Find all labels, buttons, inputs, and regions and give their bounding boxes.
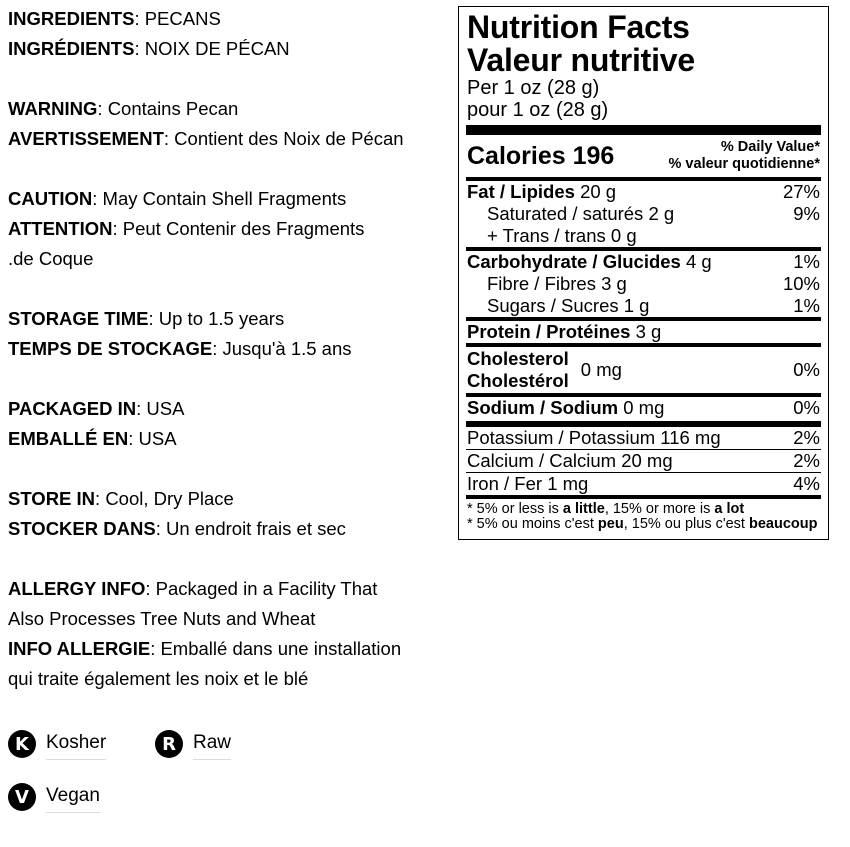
carbohydrate-label: Carbohydrate / Glucides: [467, 251, 681, 272]
info-line: [8, 4, 458, 34]
info-label: INFO ALLERGIE: [8, 638, 151, 659]
potassium-dv: 2%: [793, 427, 820, 448]
serving-size-fr: pour 1 oz (28 g): [467, 99, 609, 121]
info-label: PACKAGED IN: [8, 398, 137, 419]
cholesterol-amount: 0 mg: [580, 359, 622, 380]
carbohydrate-dv: 1%: [793, 251, 820, 272]
fat-amount: 20 g: [574, 181, 617, 202]
iron-row: [467, 473, 820, 495]
badge-label: Kosher: [46, 728, 106, 760]
nutrition-title-fr: Valeur nutritive: [467, 42, 695, 78]
spacer: [8, 64, 458, 94]
trans-label: + Trans / trans 0 g: [487, 225, 637, 246]
daily-value-header: [669, 139, 820, 173]
fibre-dv: 10%: [782, 273, 820, 294]
info-text: .de Coque: [8, 248, 94, 269]
spacer: [8, 544, 458, 574]
info-label: WARNING: [8, 98, 98, 119]
info-text: : NOIX DE PÉCAN: [134, 38, 290, 59]
saturated-row: [467, 203, 820, 225]
sodium-dv: 0%: [793, 397, 820, 418]
spacer: [8, 454, 458, 484]
fat-label: Fat / Lipides: [467, 181, 575, 202]
sugars-dv: 1%: [793, 295, 820, 316]
footnote: [467, 499, 820, 532]
info-line: [8, 604, 458, 634]
badge-label: Vegan: [46, 781, 100, 813]
info-line: [8, 304, 458, 334]
info-line: [8, 94, 458, 124]
info-text: : Peut Contenir des Fragments: [112, 218, 365, 239]
info-line: [8, 664, 458, 694]
info-line: [8, 34, 458, 64]
info-label: INGRÉDIENTS: [8, 38, 135, 59]
sodium-amount: 0 mg: [618, 397, 665, 418]
sugars-row: [467, 295, 820, 317]
info-line: [8, 124, 458, 154]
trans-row: [467, 225, 820, 247]
info-text: : Cool, Dry Place: [95, 488, 234, 509]
footnote-en: * 5% or less is a little, 15% or more is a lot: [467, 501, 745, 517]
sodium-row: [467, 397, 820, 419]
protein-row: [467, 321, 820, 343]
info-label: AVERTISSEMENT: [8, 128, 164, 149]
info-text: : Contains Pecan: [97, 98, 239, 119]
vegan-icon: V: [8, 783, 36, 811]
calories-row: [467, 135, 820, 177]
badge-group: [8, 728, 308, 828]
info-text: : PECANS: [134, 8, 221, 29]
sugars-label: Sugars / Sucres 1 g: [487, 295, 650, 316]
calcium-dv: 2%: [793, 450, 820, 471]
badge-kosher: [8, 728, 106, 760]
serving-size-en: Per 1 oz (28 g): [467, 77, 600, 99]
cholesterol-label-fr: Cholestérol: [467, 370, 569, 391]
nutrition-facts-table: [458, 6, 829, 540]
info-text: : Un endroit frais et sec: [155, 518, 346, 539]
info-line: [8, 244, 458, 274]
info-text: : USA: [136, 398, 185, 419]
info-line: [8, 214, 458, 244]
info-label: STOCKER DANS: [8, 518, 156, 539]
info-line: [8, 514, 458, 544]
info-text: : Contient des Noix de Pécan: [163, 128, 404, 149]
raw-icon: R: [155, 730, 183, 758]
info-text: : Packaged in a Facility That: [145, 578, 378, 599]
fibre-row: [467, 273, 820, 295]
carbohydrate-amount: 4 g: [680, 251, 712, 272]
cholesterol-dv: 0%: [793, 359, 820, 380]
daily-value-en: % Daily Value*: [720, 139, 820, 155]
iron-label: Iron / Fer 1 mg: [467, 473, 589, 494]
spacer: [8, 364, 458, 394]
info-text: Also Processes Tree Nuts and Wheat: [8, 608, 316, 629]
badge-vegan: [8, 781, 100, 813]
info-line: [8, 334, 458, 364]
calories-label: Calories 196: [467, 141, 615, 170]
info-label: STORE IN: [8, 488, 96, 509]
cholesterol-label-en: Cholesterol: [467, 348, 569, 369]
potassium-label: Potassium / Potassium 116 mg: [467, 427, 721, 448]
info-line: [8, 484, 458, 514]
info-text: qui traite également les noix et le blé: [8, 668, 309, 689]
info-text: : Up to 1.5 years: [148, 308, 285, 329]
fibre-label: Fibre / Fibres 3 g: [487, 273, 627, 294]
spacer: [8, 274, 458, 304]
kosher-icon: K: [8, 730, 36, 758]
footnote-fr: * 5% ou moins c'est peu, 15% ou plus c'est beaucoup: [467, 516, 818, 532]
info-text: : Emballé dans une installation: [150, 638, 402, 659]
fat-row: [467, 181, 820, 203]
daily-value-fr: % valeur quotidienne*: [668, 156, 820, 172]
sodium-label: Sodium / Sodium: [467, 397, 619, 418]
saturated-dv: 9%: [793, 203, 820, 224]
info-line: [8, 424, 458, 454]
cholesterol-row: [467, 347, 820, 393]
calcium-row: [467, 450, 820, 472]
potassium-row: [467, 427, 820, 449]
info-text: : Jusqu'à 1.5 ans: [212, 338, 352, 359]
info-label: INGREDIENTS: [8, 8, 135, 29]
info-label: ATTENTION: [8, 218, 113, 239]
badge-label: Raw: [193, 728, 231, 760]
info-line: [8, 574, 458, 604]
info-text: : May Contain Shell Fragments: [92, 188, 347, 209]
calcium-label: Calcium / Calcium 20 mg: [467, 450, 673, 471]
fat-dv: 27%: [782, 181, 820, 202]
info-label: CAUTION: [8, 188, 93, 209]
info-label: TEMPS DE STOCKAGE: [8, 338, 213, 359]
badge-raw: [155, 728, 231, 760]
info-line: [8, 634, 458, 664]
info-label: ALLERGY INFO: [8, 578, 146, 599]
divider-thick: [466, 125, 821, 135]
info-line: [8, 394, 458, 424]
iron-dv: 4%: [793, 473, 820, 494]
product-info: [8, 4, 458, 694]
carbohydrate-row: [467, 251, 820, 273]
info-text: : USA: [128, 428, 177, 449]
saturated-label: Saturated / saturés 2 g: [487, 203, 675, 224]
spacer: [8, 154, 458, 184]
info-label: STORAGE TIME: [8, 308, 149, 329]
info-line: [8, 184, 458, 214]
nutrition-title-en: Nutrition Facts: [467, 9, 690, 45]
info-label: EMBALLÉ EN: [8, 428, 129, 449]
protein-amount: 3 g: [630, 321, 662, 342]
protein-label: Protein / Protéines: [467, 321, 631, 342]
